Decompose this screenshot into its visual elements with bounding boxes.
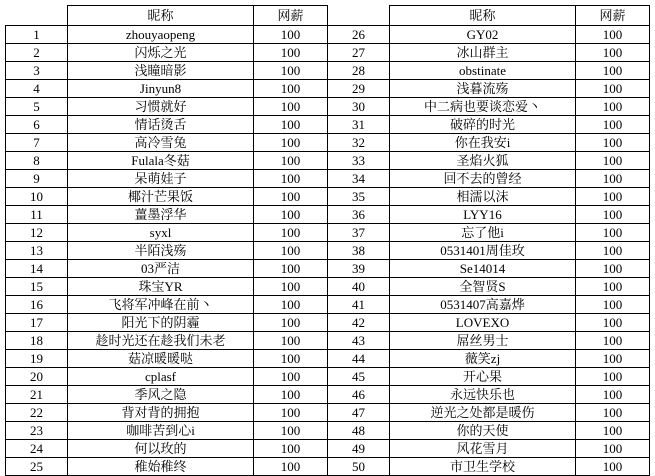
row-index: 47: [328, 404, 390, 422]
row-index: 14: [6, 260, 68, 278]
row-wage: 100: [576, 98, 650, 116]
row-index: 17: [6, 314, 68, 332]
row-index: 28: [328, 62, 390, 80]
row-nickname: 忘了他i: [390, 224, 576, 242]
row-wage: 100: [254, 62, 328, 80]
row-wage: 100: [254, 458, 328, 476]
row-nickname: LOVEXO: [390, 314, 576, 332]
row-nickname: cplasf: [68, 368, 254, 386]
row-nickname: 稚始稚终: [68, 458, 254, 476]
row-index: 34: [328, 170, 390, 188]
row-index: 15: [6, 278, 68, 296]
row-nickname: 浅瞳暗影: [68, 62, 254, 80]
table-row: [6, 188, 650, 206]
row-nickname: 何以玫的: [68, 440, 254, 458]
row-nickname: 风花雪月: [390, 440, 576, 458]
row-nickname: 你的天使: [390, 422, 576, 440]
row-index: 32: [328, 134, 390, 152]
row-nickname: 趁时光还在趁我们未老: [68, 332, 254, 350]
row-wage: 100: [576, 44, 650, 62]
row-index: 29: [328, 80, 390, 98]
row-nickname: GY02: [390, 26, 576, 44]
table-row: [6, 314, 650, 332]
table-row: [6, 116, 650, 134]
row-wage: 100: [576, 152, 650, 170]
row-index: 50: [328, 458, 390, 476]
row-nickname: 市卫生学校: [390, 458, 576, 476]
row-wage: 100: [576, 134, 650, 152]
row-nickname: 0531407高嘉烨: [390, 296, 576, 314]
row-wage: 100: [576, 62, 650, 80]
row-index: 20: [6, 368, 68, 386]
row-wage: 100: [576, 278, 650, 296]
table-row: [6, 422, 650, 440]
row-wage: 100: [576, 386, 650, 404]
row-index: 36: [328, 206, 390, 224]
column-header-index-right: [328, 6, 390, 26]
row-nickname: 永远快乐也: [390, 386, 576, 404]
row-wage: 100: [254, 386, 328, 404]
row-nickname: 椰汁芒果饭: [68, 188, 254, 206]
row-index: 11: [6, 206, 68, 224]
row-index: 22: [6, 404, 68, 422]
row-wage: 100: [254, 206, 328, 224]
row-index: 10: [6, 188, 68, 206]
row-nickname: 相濡以沫: [390, 188, 576, 206]
column-header-nickname-right: 昵称: [390, 6, 576, 26]
row-nickname: LYY16: [390, 206, 576, 224]
table-row: [6, 278, 650, 296]
row-nickname: 阳光下的阴霾: [68, 314, 254, 332]
row-nickname: 全智贤S: [390, 278, 576, 296]
row-index: 25: [6, 458, 68, 476]
row-nickname: 半陌浅殇: [68, 242, 254, 260]
row-wage: 100: [576, 260, 650, 278]
row-index: 19: [6, 350, 68, 368]
row-wage: 100: [254, 296, 328, 314]
row-nickname: 圣焰火狐: [390, 152, 576, 170]
table-row: [6, 62, 650, 80]
row-nickname: 03严洁: [68, 260, 254, 278]
row-index: 27: [328, 44, 390, 62]
row-nickname: 飞将军冲峰在前丶: [68, 296, 254, 314]
row-index: 26: [328, 26, 390, 44]
row-index: 30: [328, 98, 390, 116]
row-index: 3: [6, 62, 68, 80]
row-nickname: 屌丝男士: [390, 332, 576, 350]
row-wage: 100: [576, 188, 650, 206]
column-header-index-left: [6, 6, 68, 26]
row-index: 5: [6, 98, 68, 116]
row-nickname: 0531401周佳玫: [390, 242, 576, 260]
row-index: 1: [6, 26, 68, 44]
row-nickname: 薇笑zj: [390, 350, 576, 368]
row-nickname: 高冷雪兔: [68, 134, 254, 152]
row-index: 31: [328, 116, 390, 134]
row-wage: 100: [254, 152, 328, 170]
row-index: 8: [6, 152, 68, 170]
row-wage: 100: [576, 206, 650, 224]
row-nickname: syxl: [68, 224, 254, 242]
row-index: 44: [328, 350, 390, 368]
table-row: [6, 98, 650, 116]
row-index: 42: [328, 314, 390, 332]
table-row: [6, 386, 650, 404]
row-wage: 100: [254, 260, 328, 278]
row-wage: 100: [254, 350, 328, 368]
row-index: 46: [328, 386, 390, 404]
table-row: [6, 134, 650, 152]
row-index: 41: [328, 296, 390, 314]
row-wage: 100: [254, 440, 328, 458]
row-wage: 100: [254, 188, 328, 206]
row-index: 12: [6, 224, 68, 242]
row-index: 35: [328, 188, 390, 206]
row-wage: 100: [576, 296, 650, 314]
row-nickname: Se14014: [390, 260, 576, 278]
row-wage: 100: [254, 404, 328, 422]
row-wage: 100: [576, 422, 650, 440]
row-nickname: 季风之隐: [68, 386, 254, 404]
nickname-wage-table: [5, 5, 650, 476]
row-wage: 100: [254, 314, 328, 332]
row-wage: 100: [576, 350, 650, 368]
row-index: 48: [328, 422, 390, 440]
row-index: 23: [6, 422, 68, 440]
row-wage: 100: [254, 134, 328, 152]
row-index: 2: [6, 44, 68, 62]
row-wage: 100: [254, 80, 328, 98]
table-row: [6, 26, 650, 44]
table-row: [6, 350, 650, 368]
table-header-row: [6, 6, 650, 26]
row-nickname: obstinate: [390, 62, 576, 80]
row-nickname: 珠宝YR: [68, 278, 254, 296]
row-wage: 100: [576, 332, 650, 350]
row-index: 16: [6, 296, 68, 314]
row-index: 33: [328, 152, 390, 170]
row-nickname: 回不去的曾经: [390, 170, 576, 188]
row-nickname: 闪烁之光: [68, 44, 254, 62]
table-row: [6, 332, 650, 350]
row-index: 40: [328, 278, 390, 296]
row-index: 13: [6, 242, 68, 260]
row-wage: 100: [254, 170, 328, 188]
row-index: 9: [6, 170, 68, 188]
row-nickname: 咖啡苦到心i: [68, 422, 254, 440]
row-nickname: 习惯就好: [68, 98, 254, 116]
row-wage: 100: [254, 422, 328, 440]
table-row: [6, 80, 650, 98]
row-nickname: 逆光之处都是暖伤: [390, 404, 576, 422]
column-header-wage-left: 网薪: [254, 6, 328, 26]
row-wage: 100: [254, 368, 328, 386]
row-nickname: 中二病也要谈恋爱丶: [390, 98, 576, 116]
row-index: 24: [6, 440, 68, 458]
row-index: 21: [6, 386, 68, 404]
column-header-nickname-left: 昵称: [68, 6, 254, 26]
row-wage: 100: [576, 242, 650, 260]
row-nickname: 菇凉暖暖哒: [68, 350, 254, 368]
row-wage: 100: [576, 368, 650, 386]
row-index: 39: [328, 260, 390, 278]
table-row: [6, 224, 650, 242]
row-index: 37: [328, 224, 390, 242]
table-row: [6, 296, 650, 314]
row-index: 18: [6, 332, 68, 350]
table-row: [6, 440, 650, 458]
row-nickname: 开心果: [390, 368, 576, 386]
row-wage: 100: [254, 242, 328, 260]
row-wage: 100: [576, 170, 650, 188]
row-wage: 100: [576, 458, 650, 476]
row-wage: 100: [254, 116, 328, 134]
row-index: 6: [6, 116, 68, 134]
row-wage: 100: [576, 116, 650, 134]
row-wage: 100: [576, 26, 650, 44]
row-wage: 100: [576, 314, 650, 332]
row-wage: 100: [576, 80, 650, 98]
row-wage: 100: [254, 44, 328, 62]
table-row: [6, 368, 650, 386]
row-nickname: zhouyaopeng: [68, 26, 254, 44]
row-index: 49: [328, 440, 390, 458]
column-header-wage-right: 网薪: [576, 6, 650, 26]
table-row: [6, 260, 650, 278]
row-nickname: Fulala冬菇: [68, 152, 254, 170]
row-index: 7: [6, 134, 68, 152]
row-nickname: 呆萌娃子: [68, 170, 254, 188]
row-nickname: 你在我安i: [390, 134, 576, 152]
row-index: 38: [328, 242, 390, 260]
row-nickname: 情话烫舌: [68, 116, 254, 134]
table-row: [6, 170, 650, 188]
table-row: [6, 242, 650, 260]
row-wage: 100: [254, 332, 328, 350]
table-row: [6, 206, 650, 224]
table-row: [6, 44, 650, 62]
row-index: 45: [328, 368, 390, 386]
row-nickname: Jinyun8: [68, 80, 254, 98]
row-nickname: 薑墨浮华: [68, 206, 254, 224]
row-wage: 100: [254, 98, 328, 116]
table-row: [6, 152, 650, 170]
row-wage: 100: [254, 278, 328, 296]
row-nickname: 冰山群主: [390, 44, 576, 62]
row-nickname: 浅暮流殇: [390, 80, 576, 98]
row-wage: 100: [576, 404, 650, 422]
table-row: [6, 404, 650, 422]
row-wage: 100: [254, 224, 328, 242]
row-wage: 100: [576, 224, 650, 242]
row-index: 43: [328, 332, 390, 350]
row-nickname: 破碎的时光: [390, 116, 576, 134]
row-nickname: 背对背的拥抱: [68, 404, 254, 422]
row-wage: 100: [254, 26, 328, 44]
row-index: 4: [6, 80, 68, 98]
row-wage: 100: [576, 440, 650, 458]
